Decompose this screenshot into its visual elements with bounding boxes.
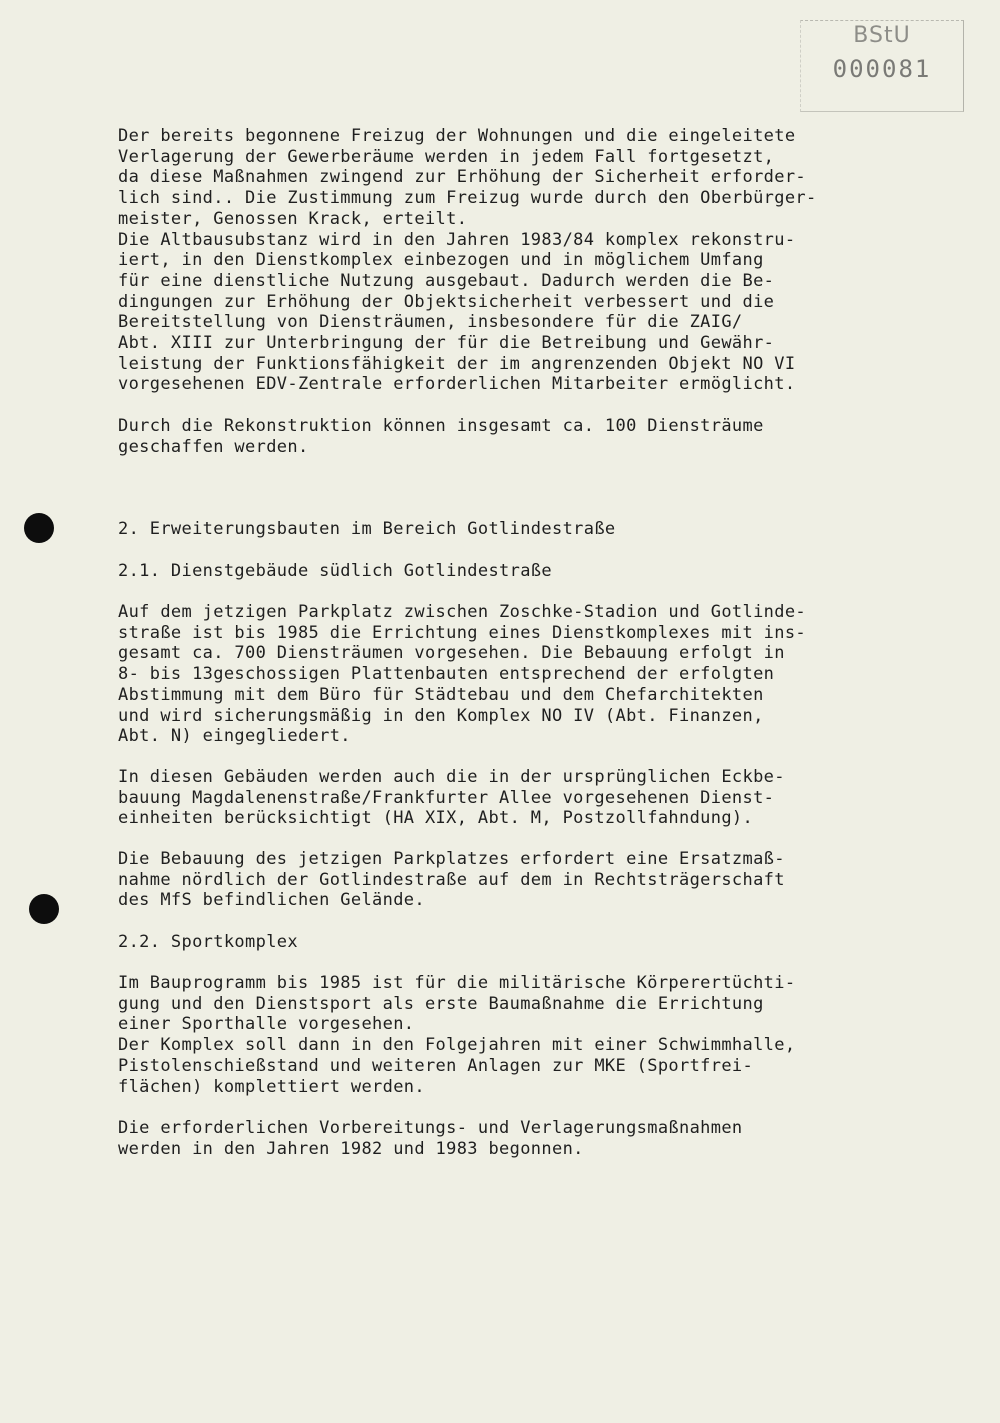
section-heading-2-1: 2.1. Dienstgebäude südlich Gotlindestraße [118, 561, 552, 581]
paragraph-freizug: Der bereits begonnene Freizug der Wohnungen und die eingeleitete Verlagerung der Gewerberäume werden in jedem Fall fortgesetzt, da diese Maßnahmen zwingend zur Erhöhung der Sicherheit erforder- lich sind.. Die Zustimmung zum Freizug wurde durch den Oberbürger- meister, Genossen Krack, erteilt. Die Altbausubstanz wird in den Jahren 1983/84 komplex rekonstru- iert, in den Dienstkomplex einbezogen und in möglichem Umfang für eine dienstliche Nutzung ausgebaut. Dadurch werden die Be- dingungen zur Erhöhung der Objektsicherheit verbessert und die Bereitstellung von Diensträumen, insbesondere für die ZAIG/ Abt. XIII zur Unterbringung der für die Betreibung und Gewähr- leistung der Funktionsfähigkeit der im angrenzenden Objekt NO VI vorgesehenen EDV-Zentrale erforderlichen Mitarbeiter ermöglicht. [118, 126, 817, 395]
stamp-org: BStU [853, 23, 911, 48]
section-heading-2-2: 2.2. Sportkomplex [118, 932, 298, 952]
stamp-number: 000081 [832, 55, 932, 83]
paragraph-vorbereitung: Die erforderlichen Vorbereitungs- und Verlagerungsmaßnahmen werden in den Jahren 1982 und 1983 begonnen. [118, 1118, 743, 1159]
section-heading-2: 2. Erweiterungsbauten im Bereich Gotlindestraße [118, 519, 616, 539]
paragraph-bauprogramm: Im Bauprogramm bis 1985 ist für die militärische Körperertüchti- gung und den Dienstsport als erste Baumaßnahme die Errichtung einer Sporthalle vorgesehen. Der Komplex soll dann in den Folgejahren mit einer Schwimmhalle, Pistolenschießstand und weiteren Anlagen zur MKE (Sportfrei- flächen) komplettiert werden. [118, 973, 796, 1097]
paragraph-gebaeude: In diesen Gebäuden werden auch die in der ursprünglichen Eckbe- bauung Magdalenenstraße/Frankfurter Allee vorgesehenen Dienst- einheiten berücksichtigt (HA XIX, Abt. M, Postzollfahndung). [118, 767, 785, 829]
archive-stamp [800, 20, 964, 112]
paragraph-rekonstruktion: Durch die Rekonstruktion können insgesamt ca. 100 Diensträume geschaffen werden. [118, 416, 764, 457]
paragraph-parkplatz: Auf dem jetzigen Parkplatz zwischen Zoschke-Stadion und Gotlinde- straße ist bis 1985 die Errichtung eines Dienstkomplexes mit ins- gesamt ca. 700 Diensträumen vorgesehen. Die Bebauung erfolgt in 8- bis 13geschossigen Plattenbauten entsprechend der erfolgten Abstimmung mit dem Büro für Städtebau und dem Chefarchitekten und wird sicherungsmäßig in den Komplex NO IV (Abt. Finanzen, Abt. N) eingegliedert. [118, 602, 807, 747]
punch-hole-bottom [29, 894, 59, 924]
paragraph-bebauung: Die Bebauung des jetzigen Parkplatzes erfordert eine Ersatzmaß- nahme nördlich der Gotlindestraße auf dem in Rechtsträgerschaft des MfS befindlichen Gelände. [118, 849, 785, 911]
punch-hole-top [24, 513, 54, 543]
